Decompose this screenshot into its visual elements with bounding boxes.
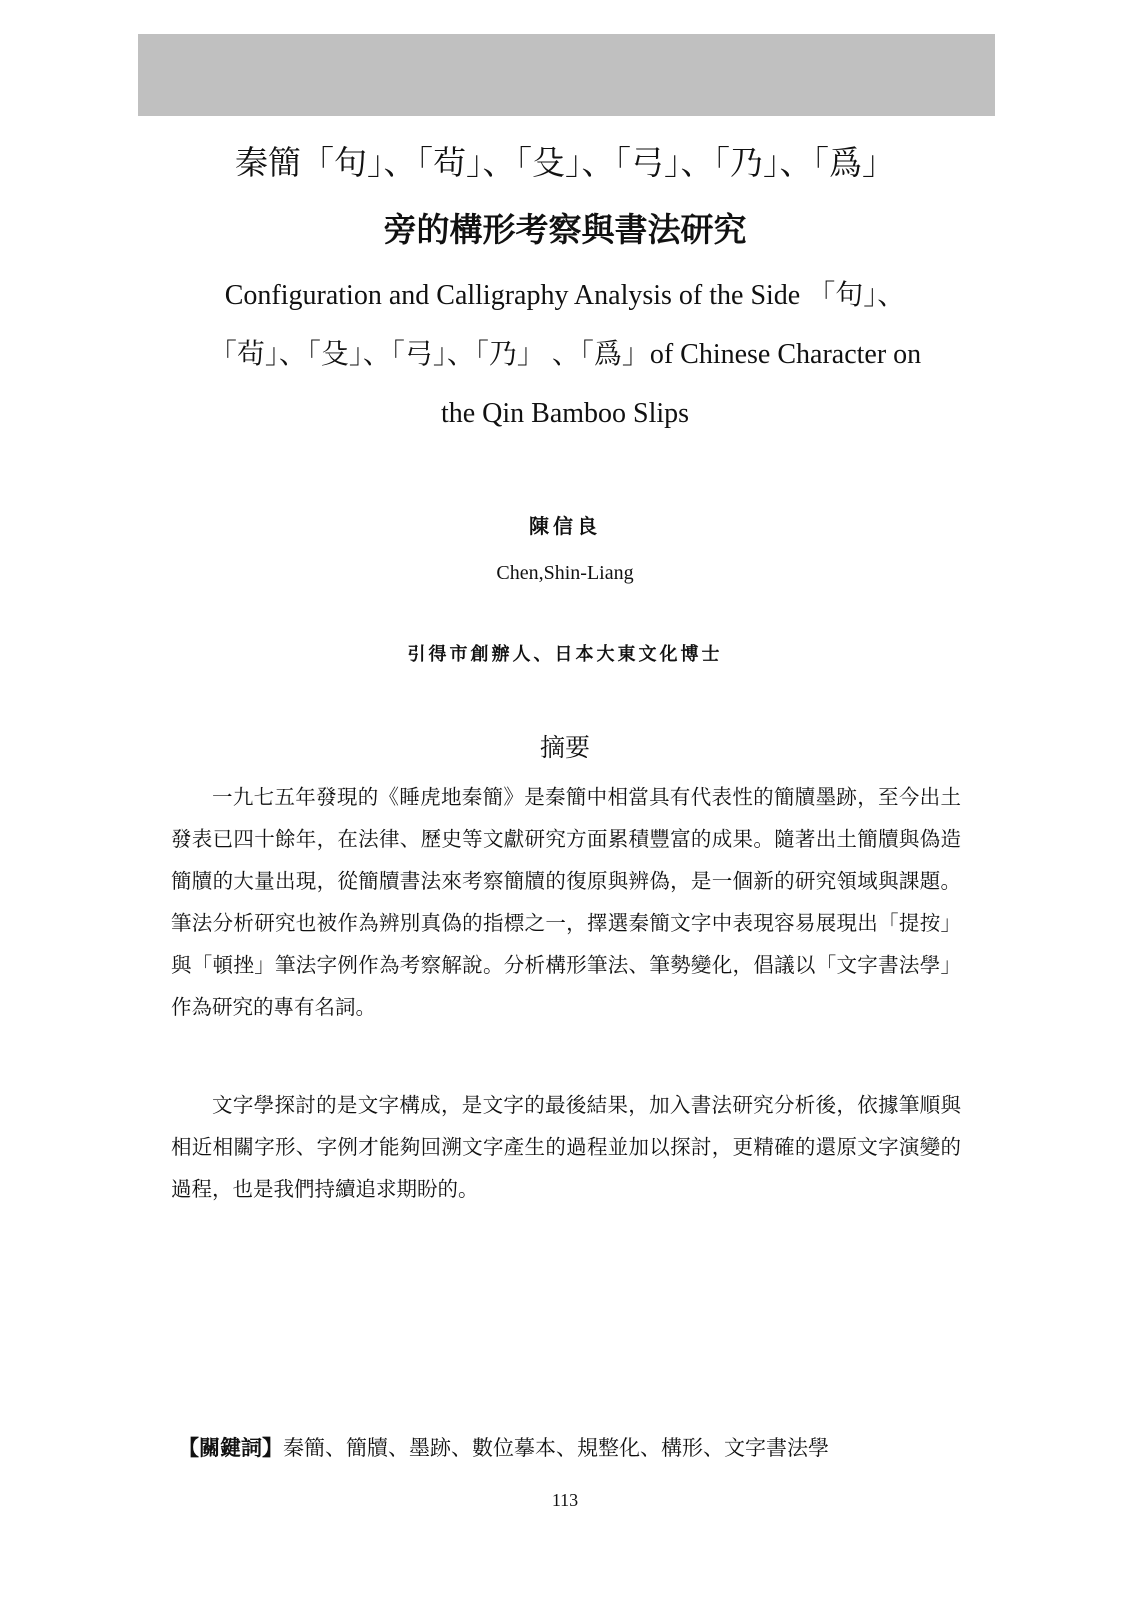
keywords-text: 秦簡、簡牘、墨跡、數位摹本、規整化、構形、文字書法學 (283, 1436, 829, 1460)
title-zh-line1: 秦簡「句」、「茍」、「殳」、「弓」、「乃」、「爲」 (235, 143, 895, 182)
author-name-zh: 陳信良 (529, 514, 601, 538)
header-bar (138, 34, 995, 116)
author-name-en: Chen,Shin-Liang (496, 562, 634, 584)
keywords-label: 【關鍵詞】 (178, 1436, 283, 1460)
page-number: 113 (551, 1490, 579, 1510)
title-en-line1: Configuration and Calligraphy Analysis of the Side 「句」、 (224, 280, 906, 311)
title-en-line3: the Qin Bamboo Slips (440, 398, 690, 429)
title-en (165, 266, 965, 443)
keywords (178, 1432, 978, 1462)
abstract-paragraph-1: 一九七五年發現的《睡虎地秦簡》是秦簡中相當具有代表性的簡牘墨跡，至今出土發表已四十餘年，在法律、歷史等文獻研究方面累積豐富的成果。隨著出土簡牘與偽造簡牘的大量出現，從簡牘書法來考察簡牘的復原與辨偽，是一個新的研究領域與課題。筆法分析研究也被作為辨別真偽的指標之一，擇選秦簡文字中表現容易展現出「提按」與「頓挫」筆法字例作為考察解說。分析構形筆法、筆勢變化，倡議以「文字書法學」作為研究的專有名詞。 (171, 785, 961, 1019)
abstract-paragraph-2: 文字學探討的是文字構成，是文字的最後結果，加入書法研究分析後，依據筆順與相近相關字形、字例才能夠回溯文字產生的過程並加以探討，更精確的還原文字演變的過程，也是我們持續追求期盼的。 (171, 1093, 961, 1201)
title-zh-line2: 旁的構形考察與書法研究 (383, 210, 747, 249)
abstract-heading: 摘要 (539, 733, 590, 762)
author-affiliation: 引得市創辦人、日本大東文化博士 (407, 644, 723, 665)
title-en-line2: 「茍」、「殳」、「弓」、「乃」 、「爲」of Chinese Character on (208, 339, 922, 370)
